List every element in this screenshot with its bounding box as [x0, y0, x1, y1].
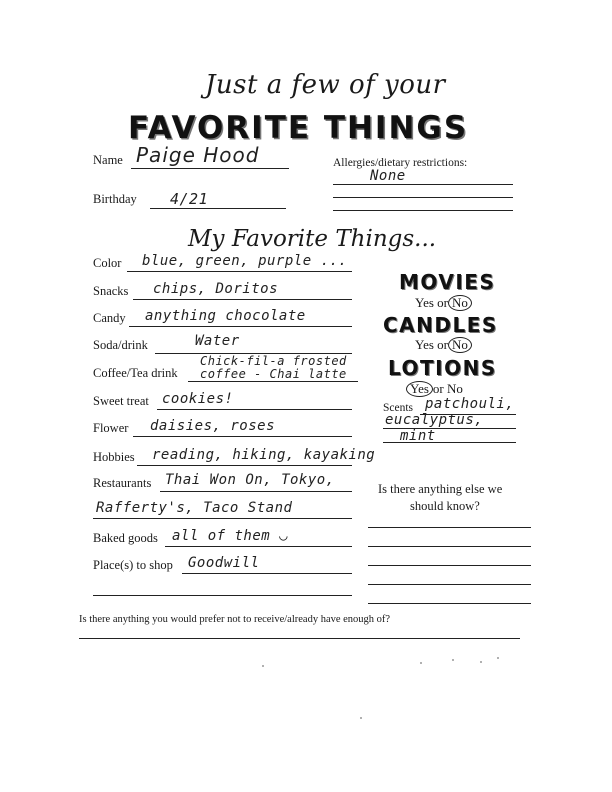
snacks-value[interactable]: chips, Doritos [153, 281, 279, 297]
baked-goods-label: Baked goods [93, 531, 158, 545]
restaurants-underline-2 [93, 518, 352, 519]
scan-speck [480, 661, 482, 663]
scan-speck [452, 659, 454, 661]
birthday-value[interactable]: 4/21 [170, 190, 209, 208]
bottom-question: Is there anything you would prefer not to receive/already have enough of? [79, 614, 391, 625]
allergies-label: Allergies/dietary restrictions: [333, 157, 468, 169]
name-value[interactable]: Paige Hood [136, 143, 260, 167]
lotions-heading: LOTIONS [388, 356, 497, 380]
soda-value[interactable]: Water [195, 333, 240, 349]
section-subtitle: My Favorite Things... [188, 226, 437, 252]
restaurants-value[interactable]: Thai Won On, Tokyo, [165, 472, 335, 488]
anything-else-line-e [368, 603, 531, 604]
script-title: Just a few of your [205, 70, 446, 100]
coffee-underline [188, 381, 358, 382]
candles-or: or [437, 337, 449, 352]
movies-yes[interactable]: Yes [415, 295, 434, 310]
sweet-treat-value[interactable]: cookies! [162, 391, 234, 407]
birthday-underline [150, 208, 286, 209]
bottom-line [79, 638, 520, 639]
candy-value[interactable]: anything chocolate [145, 308, 306, 324]
color-value[interactable]: blue, green, purple ... [142, 253, 348, 269]
anything-else-line-d [368, 584, 531, 585]
anything-else-line-a [368, 527, 531, 528]
lotions-choice[interactable] [406, 381, 463, 397]
flower-label: Flower [93, 421, 129, 435]
coffee-label: Coffee/Tea drink [93, 366, 178, 380]
anything-else-line2: should know? [410, 499, 480, 513]
flower-value[interactable]: daisies, roses [150, 418, 276, 434]
sweet-treat-underline [157, 409, 352, 410]
scan-speck [497, 657, 499, 659]
movies-or: or [437, 295, 449, 310]
color-underline [127, 271, 352, 272]
anything-else-line1: Is there anything else we [378, 482, 503, 496]
scan-speck [360, 717, 362, 719]
lotions-yes-circled[interactable]: Yes [406, 381, 433, 397]
scan-speck [420, 662, 422, 664]
scents-value[interactable]: patchouli, [425, 396, 515, 412]
hobbies-value[interactable]: reading, hiking, kayaking [152, 447, 376, 463]
lotions-no[interactable]: No [447, 381, 463, 396]
anything-else-line-b [368, 546, 531, 547]
restaurants-underline [160, 491, 352, 492]
page-title: FAVORITE THINGS [128, 110, 469, 146]
allergies-line-2 [333, 197, 513, 198]
candy-label: Candy [93, 311, 126, 325]
soda-label: Soda/drink [93, 338, 148, 352]
allergies-value[interactable]: None [370, 168, 406, 184]
coffee-value-line2[interactable]: coffee - Chai latte [200, 367, 347, 381]
name-label: Name [93, 153, 123, 167]
movies-no-circled[interactable]: No [448, 295, 472, 311]
sweet-treat-label: Sweet treat [93, 394, 149, 408]
shop-value[interactable]: Goodwill [188, 555, 260, 571]
name-underline [131, 168, 289, 169]
extra-line-left [93, 595, 352, 596]
snacks-underline [133, 299, 352, 300]
flower-underline [133, 436, 352, 437]
shop-label: Place(s) to shop [93, 558, 173, 572]
candles-yes[interactable]: Yes [415, 337, 434, 352]
snacks-label: Snacks [93, 284, 129, 298]
restaurants-value-line2[interactable]: Rafferty's, Taco Stand [96, 500, 293, 516]
restaurants-label: Restaurants [93, 476, 152, 490]
scents-value-line3[interactable]: mint [400, 428, 436, 444]
candy-underline [129, 326, 352, 327]
candles-heading: CANDLES [383, 313, 498, 337]
baked-goods-value[interactable]: all of them ◡ [172, 528, 289, 544]
baked-goods-underline [165, 546, 352, 547]
hobbies-label: Hobbies [93, 450, 135, 464]
scents-value-line2[interactable]: eucalyptus, [385, 412, 484, 428]
hobbies-underline [137, 465, 352, 466]
candles-no-circled[interactable]: No [448, 337, 472, 353]
allergies-line-1 [333, 184, 513, 185]
movies-choice[interactable] [415, 295, 472, 311]
birthday-label: Birthday [93, 192, 137, 206]
anything-else-line-c [368, 565, 531, 566]
scents-label: Scents [383, 402, 414, 414]
scan-speck [262, 665, 264, 667]
allergies-line-3 [333, 210, 513, 211]
shop-underline [182, 573, 352, 574]
movies-heading: MOVIES [399, 270, 496, 294]
coffee-value[interactable]: Chick-fil-a frosted [200, 354, 347, 368]
lotions-or: or [432, 381, 444, 396]
color-label: Color [93, 256, 122, 270]
candles-choice[interactable] [415, 337, 472, 353]
